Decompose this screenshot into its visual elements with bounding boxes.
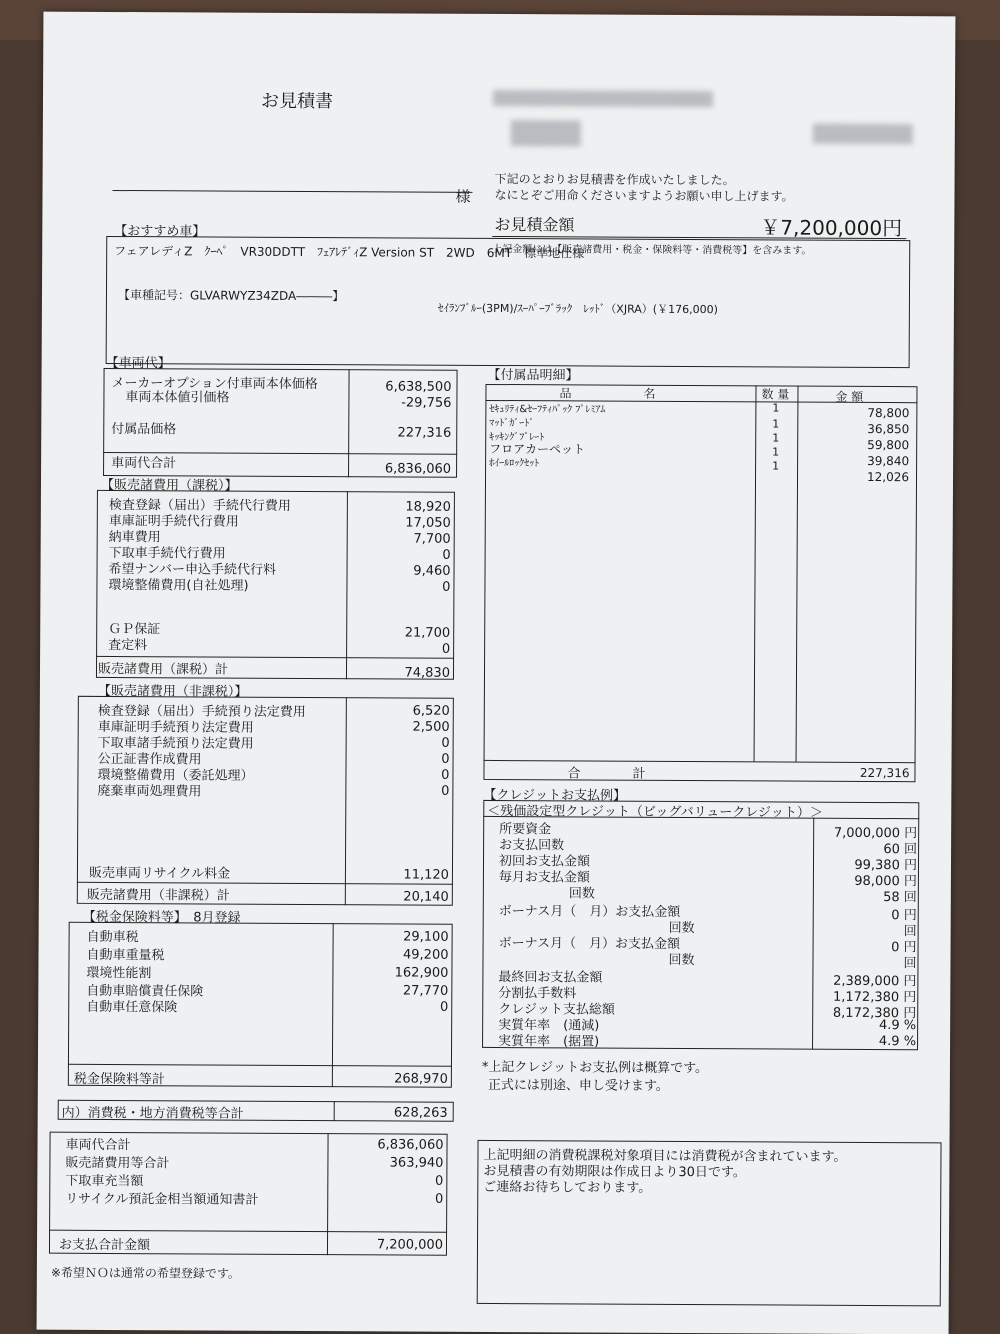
taxed-row-label: 下取車手続代行費用 <box>108 545 226 562</box>
summary-row-value: 0 <box>434 1191 444 1207</box>
remarks-line-2: お見積書の有効期限は作成日より30日です。 <box>483 1163 746 1181</box>
accessory-name: フロアカーペット <box>489 441 586 457</box>
footnote: ※希望ＮＯは通常の希望登録です。 <box>50 1265 240 1281</box>
taxed-total-label: 販売諸費用（課税）計 <box>97 661 229 678</box>
accessory-qty: 1 <box>772 431 780 445</box>
untaxed-row-value: 0 <box>441 767 450 783</box>
accessory-name: ﾏｯﾄﾞｶﾞｰﾄﾞ <box>489 417 535 430</box>
accessory-qty: 1 <box>772 401 780 415</box>
taxed-row-value: 17,050 <box>405 515 451 531</box>
taxed-row-value: 21,700 <box>404 625 451 641</box>
accessory-qty: 1 <box>772 417 780 431</box>
summary-row-label: 販売諸費用等合計 <box>65 1155 170 1172</box>
credit-row-value: 58 回 <box>883 890 917 906</box>
summary-row-value: 0 <box>435 1173 444 1189</box>
taxed-row-label: ＧＰ保証 <box>108 621 161 638</box>
untaxed-row-label: 下取車諸手続預り法定費用 <box>97 735 254 752</box>
accessories-col-qty: 数 量 <box>761 387 790 402</box>
redacted-contact <box>813 124 913 145</box>
untaxed-row-label: 販売車両リサイクル料金 <box>88 865 231 882</box>
taxed-row-label: 納車費用 <box>108 529 161 546</box>
credit-row-label: 毎月お支払金額 <box>498 870 590 886</box>
credit-note-2: 正式には別途、申し受けます。 <box>487 1077 669 1094</box>
taxed-row-label: 検査登録（届出）手続代行費用 <box>108 497 291 514</box>
credit-row-label: 実質年率 (据置) <box>498 1034 600 1050</box>
credit-row-label: 最終回お支払金額 <box>498 970 603 986</box>
summary-row-label: 下取車充当額 <box>65 1173 144 1190</box>
tax-total-label: 税金保険料等計 <box>73 1071 165 1088</box>
tax-row-label: 自動車税 <box>86 929 139 946</box>
customer-name-line <box>113 190 473 193</box>
credit-row-value: 99,380 円 <box>854 857 918 874</box>
consumption-tax-label: 内）消費税・地方消費税等合計 <box>61 1105 244 1122</box>
redacted-company-name <box>493 90 713 107</box>
accessory-amount: 39,840 <box>867 453 910 469</box>
vehicle-row-label: 車両本体値引価格 <box>125 390 230 406</box>
tax-row-value: 27,770 <box>402 983 449 999</box>
tax-row-label: 自動車任意保険 <box>86 999 178 1016</box>
tax-row-label: 自動車重量税 <box>86 947 165 964</box>
tax-row-value: 29,100 <box>403 929 449 945</box>
vehicle-total-value: 6,836,060 <box>384 461 452 477</box>
tax-row-value: 49,200 <box>402 947 449 963</box>
tax-row-label: 自動車賠償責任保険 <box>86 983 204 1000</box>
redacted-logo <box>511 120 581 146</box>
summary-total-value: 7,200,000 <box>376 1237 444 1253</box>
estimate-sheet <box>37 12 956 1334</box>
taxed-row-label: 査定料 <box>108 637 148 654</box>
summary-total-label: お支払合計金額 <box>58 1237 151 1254</box>
accessory-name: ｾｷｭﾘﾃｨ&ｾｰﾌﾃｨﾊﾟｯｸ ﾌﾟﾚﾐｱﾑ <box>489 403 606 416</box>
untaxed-row-value: 0 <box>441 735 450 751</box>
untaxed-row-label: 公正証書作成費用 <box>97 751 202 768</box>
customer-suffix: 様 <box>455 187 471 206</box>
credit-row-label: ボーナス月（ 月）お支払金額 <box>498 936 681 952</box>
accessories-col-item: 品 名 <box>559 386 656 401</box>
credit-row-value: 98,000 円 <box>854 873 917 890</box>
credit-row-label: 回数 <box>668 952 695 969</box>
vehicle-section-title: 【車両代】 <box>105 355 171 372</box>
untaxed-row-label: 検査登録（届出）手続預り法定費用 <box>97 703 306 721</box>
untaxed-total-value: 20,140 <box>403 889 449 905</box>
taxed-row-value: 9,460 <box>413 563 451 579</box>
taxed-row-value: 7,700 <box>413 531 451 547</box>
credit-row-label: クレジット支払総額 <box>498 1002 615 1018</box>
tax-row-value: 0 <box>439 999 449 1015</box>
accessory-name: ﾎｲｰﾙﾛｯｸｾｯﾄ <box>489 457 540 470</box>
car-section-title: 【おすすめ車】 <box>114 223 206 240</box>
untaxed-row-label: 車庫証明手続預り法定費用 <box>97 719 254 736</box>
untaxed-row-label: 環境整備費用（委託処理） <box>97 767 254 784</box>
taxed-row-value: 18,920 <box>405 499 451 515</box>
untaxed-row-value: 0 <box>441 751 450 767</box>
credit-row-value: 60 回 <box>883 842 918 858</box>
intro-line-1: 下記のとおりお見積書を作成いたしました。 <box>494 171 735 188</box>
credit-row-label: 分割払手数料 <box>498 986 577 1002</box>
total-note: 上記金額には【販売諸費用・税金・保険料等・消費税等】を含みます。 <box>492 243 812 257</box>
remarks-line-3: ご連絡お待ちしております。 <box>483 1179 652 1196</box>
accessory-amount: 59,800 <box>867 437 910 453</box>
taxed-section-title: 【販売諸費用（課税）】 <box>100 477 238 494</box>
untaxed-row-value: 2,500 <box>412 719 450 735</box>
car-model: フェアレディZ ｸｰﾍﾟ VR30DDTT ﾌｪｱﾚﾃﾞｨZ Version ST 2WD 6MT 標準地仕様 <box>114 243 585 261</box>
credit-row-value: 回 <box>903 956 917 972</box>
credit-plan-name: ＜残価設定型クレジット（ビッグバリュークレジット）＞ <box>487 803 823 821</box>
credit-row-label: お支払回数 <box>499 838 565 854</box>
untaxed-section-title: 【販売諸費用（非課税）】 <box>97 683 248 700</box>
taxed-row-label: 車庫証明手続代行費用 <box>108 513 239 530</box>
summary-row-value: 6,836,060 <box>377 1137 444 1153</box>
accessories-section-title: 【付属品明細】 <box>487 367 579 384</box>
credit-row-label: 実質年率 (通減) <box>498 1018 600 1034</box>
untaxed-row-value: 6,520 <box>412 703 450 719</box>
summary-row-label: リサイクル預託金相当額通知書計 <box>65 1191 259 1208</box>
taxed-row-value: 0 <box>442 579 451 595</box>
remarks-line-1: 上記明細の消費税課税対象項目には消費税が含まれています。 <box>483 1147 847 1165</box>
summary-row-value: 363,940 <box>389 1155 444 1171</box>
accessory-qty: 1 <box>772 445 780 459</box>
credit-row-label: 回数 <box>668 920 695 937</box>
tax-total-value: 268,970 <box>394 1071 448 1087</box>
untaxed-row-value: 11,120 <box>403 867 449 883</box>
accessories-total-label: 合 計 <box>567 766 646 782</box>
accessory-amount: 12,026 <box>866 469 910 485</box>
tax-section-title: 【税金保険料等】 8月登録 <box>82 909 241 926</box>
accessories-col-amount: 金 額 <box>835 389 864 404</box>
vehicle-row-value: 227,316 <box>397 425 452 441</box>
tax-row-value: 162,900 <box>394 965 449 981</box>
credit-row-value: 4.9 % <box>878 1018 917 1034</box>
accessory-qty: 1 <box>772 459 780 473</box>
total-estimate-value: ￥7,200,000円 <box>760 215 903 241</box>
taxed-row-value: 0 <box>442 547 451 563</box>
untaxed-row-value: 0 <box>441 783 450 799</box>
vehicle-total-label: 車両代合計 <box>111 455 177 472</box>
credit-row-value: 0 円 <box>891 940 917 956</box>
credit-row-value: 2,389,000 円 <box>833 973 917 990</box>
taxed-row-label: 環境整備費用(自社処理) <box>108 577 249 594</box>
untaxed-total-label: 販売諸費用（非課税）計 <box>86 887 230 904</box>
taxed-total-value: 74,830 <box>404 665 451 681</box>
consumption-tax-value: 628,263 <box>393 1105 448 1121</box>
credit-row-label: 所要資金 <box>499 822 552 838</box>
taxed-row-label: 希望ナンバー申込手続代行料 <box>108 561 277 578</box>
untaxed-row-label: 廃棄車両処理費用 <box>97 783 202 800</box>
summary-row-label: 車両代合計 <box>65 1137 131 1154</box>
accessories-total-value: 227,316 <box>859 765 910 781</box>
document-title: お見積書 <box>260 90 334 113</box>
accessory-amount: 78,800 <box>867 405 910 421</box>
intro-line-2: なにとぞご用命くださいますようお願い申し上げます。 <box>494 187 794 204</box>
credit-note-1: *上記クレジットお支払例は概算です。 <box>481 1059 709 1077</box>
credit-row-value: 回 <box>903 924 917 940</box>
credit-section-title: 【クレジットお支払例】 <box>483 787 627 804</box>
credit-row-label: 回数 <box>568 886 595 902</box>
accessory-name: ｷｯｷﾝｸﾞﾌﾟﾚｰﾄ <box>489 431 545 444</box>
car-color: ｾｲﾗﾝﾌﾞﾙｰ(3PM)/ｽｰﾊﾟｰﾌﾞﾗｯｸ ﾚｯﾄﾞ（XJRA）(￥176,000) <box>437 301 718 317</box>
credit-row-value: 4.9 % <box>878 1034 917 1050</box>
credit-row-value: 1,172,380 円 <box>832 989 917 1006</box>
vehicle-row-label: メーカーオプション付車両本体価格 <box>111 375 318 393</box>
total-estimate-label: お見積金額 <box>494 214 575 235</box>
credit-row-value: 7,000,000 円 <box>833 825 918 842</box>
vehicle-row-value: -29,756 <box>401 395 452 411</box>
credit-row-label: 初回お支払金額 <box>498 854 591 870</box>
vehicle-row-label: 付属品価格 <box>111 421 177 438</box>
credit-row-value: 8,172,380 円 <box>832 1005 917 1022</box>
credit-row-value: 0 円 <box>891 908 917 924</box>
tax-row-label: 環境性能割 <box>86 965 152 982</box>
taxed-row-value: 0 <box>441 641 451 657</box>
accessory-amount: 36,850 <box>867 421 910 437</box>
car-code: 【車種記号：GLVARWYZ34ZDA―――】 <box>117 288 345 304</box>
vehicle-row-value: 6,638,500 <box>385 379 452 395</box>
credit-row-label: ボーナス月（ 月）お支払金額 <box>498 904 681 920</box>
